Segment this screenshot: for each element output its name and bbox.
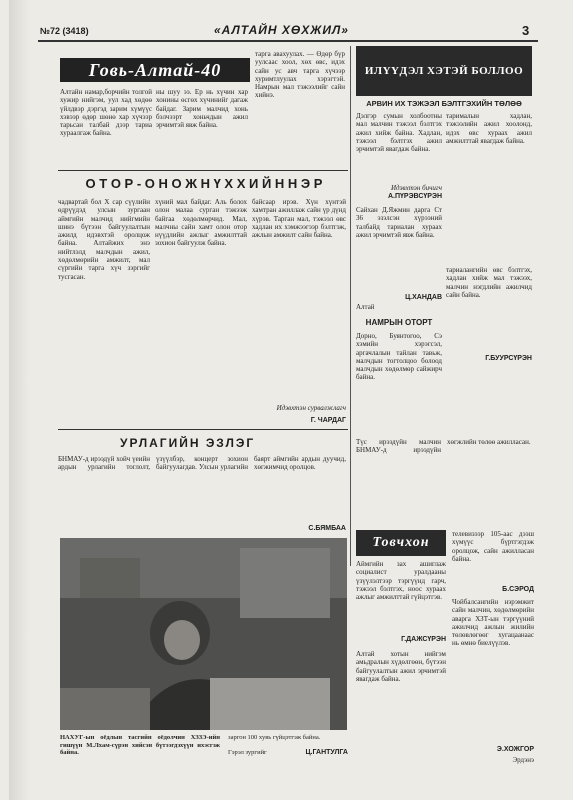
govi-banner-text: Говь-Алтай-40 xyxy=(88,60,222,80)
govi-col-3: тарга авахуулах. — Өдөр бүр уулсаас хоол, хөх өвс, идэх сайн ус авч тарга хүчээр хуримтлуулах хэрэгтэй. Намрын мал тэжээлийг сайн хийнэ. xyxy=(255,50,345,100)
photo-caption: НАХУГ-ын оёдлын тасгийн оёдолчин ХЗЗЭ-ийн гишүүн М.Лхам-сүрэн хийсэн бүтээгдэхүүн ихэсгэж байна. xyxy=(60,734,220,756)
right-col-text: тариалангийн өвс бэлтгэх, хадлан хийж мал тэжээх, малчин нэгдлийн ажилчид сайн байна. xyxy=(446,266,532,299)
tovchoon-text-1: Аймгийн зах ашиглаж социалист уралдааны үзүүлэлтээр тэргүүнд гарч, тэжээл бэлтгэх, ноос хураах ажлыг амжилттай гүйцэтгэв. xyxy=(356,560,446,602)
photo-subcaption: заргон 100 хувь гүйцэтгэж байна. xyxy=(228,734,321,741)
mid-article-text: Сайхан Д.Яжмин дарга Ст 36 эзэлсэн хүрээний талбайд тариалан хураах ажил эрчимтэй явж байна. xyxy=(356,206,442,239)
urlag-headline: УРЛАГИЙН ЭЗЛЭГ xyxy=(120,436,256,450)
tovchoon-banner-text: Товчхон xyxy=(372,535,430,550)
govi-col-2: ны шуу ээ. Ер нь хүчин хар хонины өсгөх хүчинийг дагаж байдаг. Зарим малчид хонь бэлчээрт хоньчдын ажил эрчимтэй явж байна. xyxy=(156,88,248,130)
otor-top-rule xyxy=(58,170,348,171)
govi-col-1: Алтайн намар,борчийн толгой хужир нийгэм, уул хад хөдөө үйлдвэр дэргэд зарим хүмүүс хэвээр өдөр шөнө хар хүчээр тарьсан талбай дээр тариа хураалгаж байна. xyxy=(60,88,152,138)
tovchoon-sig-3: Э.ХОЖГОР xyxy=(496,746,534,753)
otor-byline: Идэвхтэн сурвалжлагч xyxy=(276,404,346,412)
otor-col-2: хүний мал байдаг. Аль болох олон малаа сурган тэжээж байгаа хөдөлмөрчид. Мал, малчны сайн хамт олон отор нүүдлийн ажлыг амжилттай зохион байгуулж байна. xyxy=(155,198,247,248)
tovchoon-right-text-1: телевизээр 105-аас дээш хүмүүс бүртгэгдэж оролцож, сайн ажилласан байна. xyxy=(452,530,534,563)
column-divider xyxy=(350,46,351,566)
iluudel-banner xyxy=(356,46,532,96)
tovchoon-sig-3-place: Эрдэнэ xyxy=(512,756,534,764)
newspaper-title: «АЛТАЙН ХӨХЖИЛ» xyxy=(214,23,349,37)
photo-credit-author: Ц.ГАНТУЛГА xyxy=(305,749,348,756)
issue-number: №72 (3418) xyxy=(40,26,89,36)
photo-credit-label: Гэрэл зургийг xyxy=(228,749,267,756)
otor-headline: О Т О Р - О Н О Ж Н Ү Х Х И Й Н Н Э Р xyxy=(85,176,323,191)
sig2-author: Ц.ХАНДАВ xyxy=(405,294,442,301)
otor-col-3: байсаар ирэв. Хүн хүнтэй хамтран ажиллаж сайн үр дүнд хүрэв. Тарган мал, тэжээл өвс хадлан их хэмжээгээр бэлтгэж, ажлын амжилт сайн байна. xyxy=(252,198,346,240)
sig1-role: Идэвхтэн бичигч xyxy=(390,184,442,192)
urlag-author: С.БЯМБАА xyxy=(308,525,346,532)
masthead-rule xyxy=(38,40,538,42)
namryn-text: Дорно, Буянтогоо, Сэ хэмийн хэрэгсэл, аргачлалын тайлан тавьж, малчдын тогтолцоо болоод малчдын хөдөлмөр сайжирч байна. xyxy=(356,332,442,382)
page-number: 3 xyxy=(522,23,530,38)
tovchoon-sig-1: Г.ДАЖСҮРЭН xyxy=(401,636,446,643)
tovchoon-text-2: Алтай хотын нийгэм амьдралын хүдөлгөөн, бүтээн байгуулалтын ажил эрчимтэй явагдаж байна. xyxy=(356,650,446,683)
tovchoon-banner xyxy=(356,530,446,556)
namryn-headline: НАМРЫН ОТОРТ xyxy=(365,318,433,327)
news-photo xyxy=(60,538,347,730)
otor-author: Г. ЧАРДАГ xyxy=(310,417,346,424)
iluudel-banner-text: ИЛҮҮДЭЛ ХЭТЭЙ БОЛЛОО xyxy=(364,65,524,77)
photo-illustration xyxy=(60,538,347,730)
govi-banner xyxy=(60,58,250,82)
sig3-author: Г.БУУРСҮРЭН xyxy=(485,355,532,362)
iluudel-col-2: тарималын хадлан, тэжээлийн ажил хоолонд, идэх өвс хураах ажил амжилттай явагдаж байна. xyxy=(446,112,532,145)
page-margin-shadow xyxy=(9,0,29,800)
urlag-text: БНМАУ-д ирээдүй хойч үеийн ардын урлагийн тоглолт, үзүүлбэр, концерт зохион байгуулагдав. Улсын урлагийн баярт аймгийн ардын дуучид, хөгжимчид оролцов. xyxy=(58,455,346,472)
iluudel-subhead: АРВИН ИХ ТЭЖЭЭЛ БЭЛТГЭХИЙН ТӨЛӨӨ xyxy=(366,99,522,108)
sig1-author: А.ПҮРЭВСҮРЭН xyxy=(387,193,442,200)
otor-col-1: чадвартай бол Х сар сүүлийн өдрүүдэд улсын зургаан аймгийн малчид нийгмийн шинэ бүтээн байгуулалтын ажилд идэвхтэй оролцож байна. Алтайжих энэ нийтлэлд малчдын ажил, хөдөлмөрийн амжилт, мал сүргийн тарга хүч зэргийг тусгасан. xyxy=(58,198,150,281)
iluudel-col-1: Дэлгэр сумын холбоотны мал малчин тэжээл бэлтгэх ажил хийж байна. Хадлан, тэжээл бэлтгэх ажил эрчимтэй явагдаж байна. xyxy=(356,112,442,154)
sig2-place: Алтай xyxy=(356,303,375,311)
tovchoon-sig-2: Б.СЭРОД xyxy=(502,586,534,593)
urlag-side-text: Түс ирээдүйн малчин БНМАУ-д ирээдүйн хөгжлийн төлөө ажилласан. xyxy=(356,438,531,455)
urlag-top-rule xyxy=(58,429,348,430)
tovchoon-right-text-2: Чойбалсангийн нэрэмжит сайн малчин, хөдөлмөрийн аварга ХЗТ-ын тэргүүний ажилчид ажлын жилийн төлөвлөгөөг хугацаанаас нь өмнө биелүүлэв. xyxy=(452,598,534,648)
